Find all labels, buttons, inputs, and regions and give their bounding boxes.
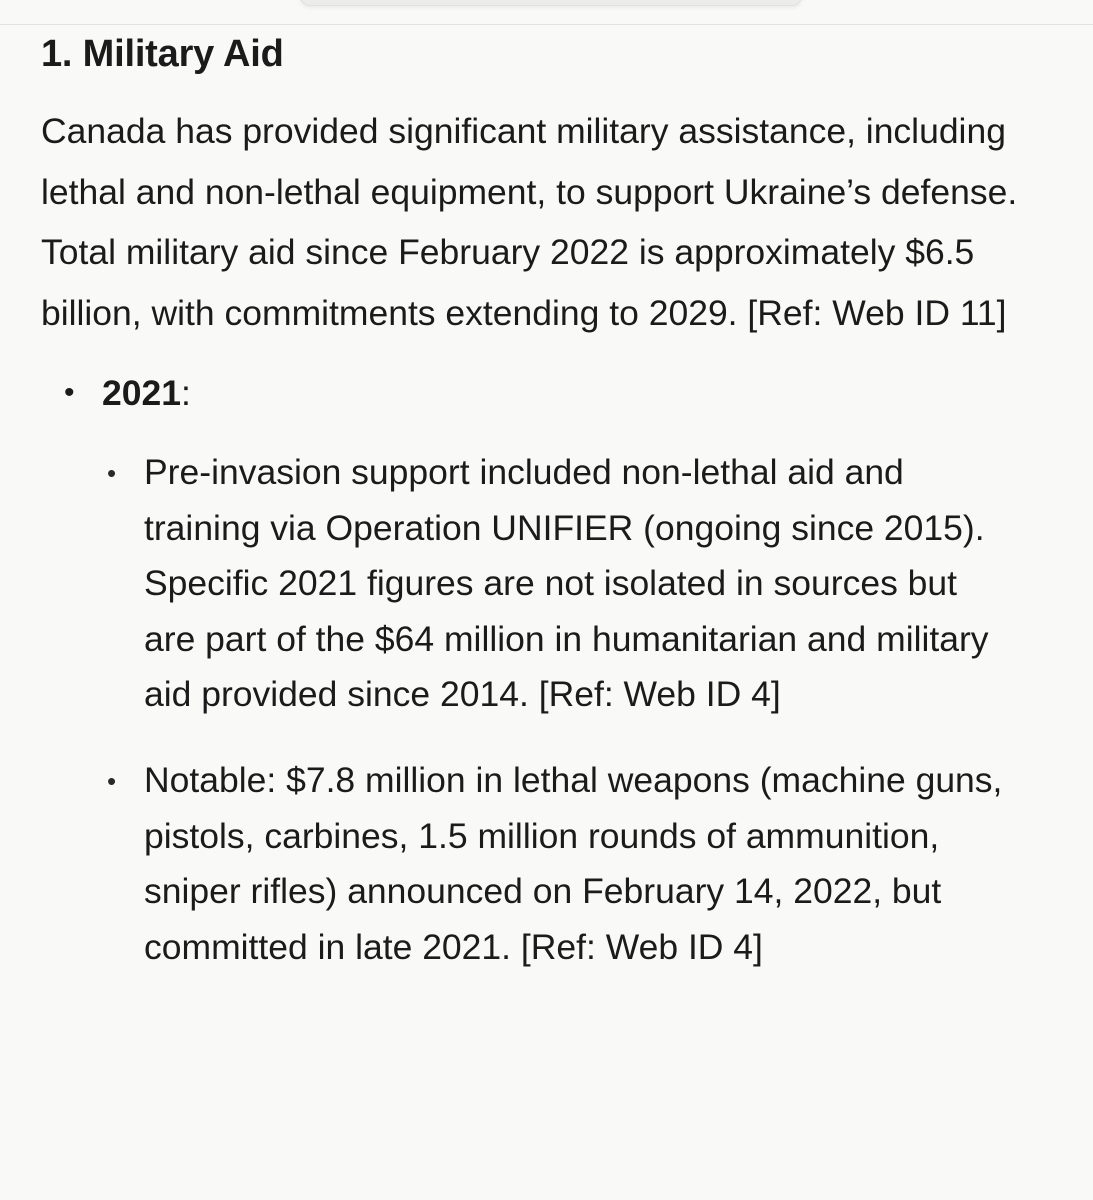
sub-list [41,445,1051,975]
sub-list-item [105,753,1051,975]
sub-item-text: Pre-invasion support included non-lethal aid and training via Operation UNIFIER (ongoing since 2015). Specific 2021 figures are not isolated in sources but are part of the $64 million in humanitarian and military aid provided since 2014. [Ref: Web ID 4] [144,452,989,715]
sub-list-item [105,445,1051,723]
sub-bullet-dot: • [107,765,117,796]
year-suffix: : [180,373,191,413]
list-item-year [41,363,1051,423]
intro-paragraph: Canada has provided significant military assistance, including lethal and non-lethal equipment, to support Ukraine’s defense. Total military aid since February 2022 is approximately $6.5 billion, with commitments extending to 2029. [Ref: Web ID 11] [41,111,1018,333]
top-bar [0,0,1093,25]
sub-bullet-dot: • [107,458,117,488]
year-label: 2021 [102,373,181,413]
top-input-pill[interactable] [300,0,802,6]
section-heading: 1. Military Aid [41,33,284,75]
bullet-dot: • [64,376,75,409]
sub-item-text: Notable: $7.8 million in lethal weapons (machine guns, pistols, carbines, 1.5 million rounds of ammunition, sniper rifles) announced on February 14, 2022, but committed in late 2021. [Ref: Web ID 4] [144,759,1003,967]
year-heading [102,363,191,423]
message-content [41,28,1051,1005]
